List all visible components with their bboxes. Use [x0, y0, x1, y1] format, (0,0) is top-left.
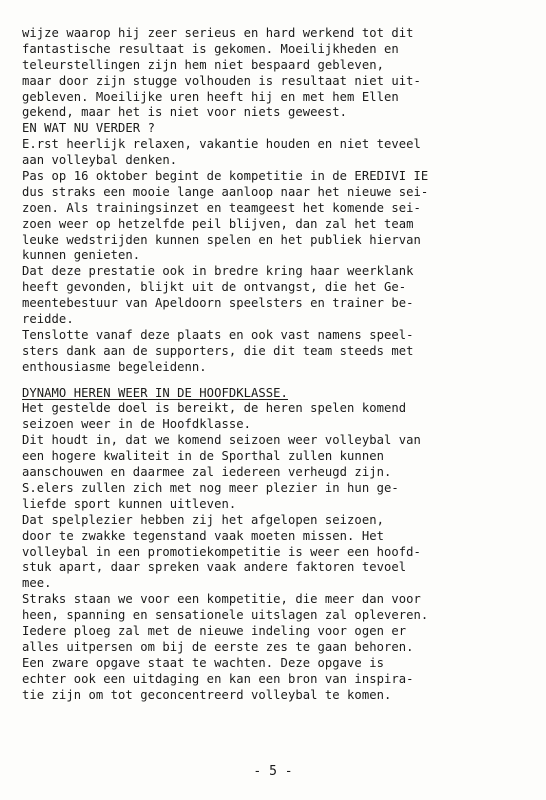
text-line: liefde sport kunnen uitleven.	[22, 496, 237, 511]
text-line: heen, spanning en sensationele uitslagen zal opleveren.	[22, 608, 429, 623]
section-heading: DYNAMO HEREN WEER IN DE HOOFDKLASSE.	[22, 385, 288, 400]
text-line: door te zwakke tegenstand vaak moeten missen. Het	[22, 528, 384, 543]
subheading-line: EN WAT NU VERDER ?	[22, 121, 155, 136]
document-body	[22, 26, 537, 703]
text-line: Dat deze prestatie ook in bredre kring haar weerklank	[22, 264, 414, 279]
paragraph-gap	[22, 376, 537, 386]
text-line: aanschouwen en daarmee zal iedereen verheugd zijn.	[22, 465, 392, 480]
text-line: tie zijn om tot geconcentreerd volleybal te komen.	[22, 687, 392, 702]
text-line: aan volleybal denken.	[22, 153, 178, 168]
text-line: seizoen weer in de Hoofdklasse.	[22, 417, 252, 432]
text-line: Dat spelplezier hebben zij het afgelopen seizoen,	[22, 512, 384, 527]
text-line: dus straks een mooie lange aanloop naar het nieuwe sei-	[22, 184, 429, 199]
text-line: volleybal in een promotiekompetitie is weer een hoofd-	[22, 544, 421, 559]
text-line: meentebestuur van Apeldoorn speelsters en trainer be-	[22, 296, 414, 311]
text-line: Iedere ploeg zal met de nieuwe indeling voor ogen er	[22, 623, 407, 638]
text-line: mee.	[22, 576, 52, 591]
text-line: Een zware opgave staat te wachten. Deze opgave is	[22, 655, 384, 670]
text-line: kunnen genieten.	[22, 248, 141, 263]
text-line: zoen. Als trainingsinzet en teamgeest het komende sei-	[22, 200, 421, 215]
text-line: heeft gevonden, blijkt uit de ontvangst, die het Ge-	[22, 280, 407, 295]
text-line: Het gestelde doel is bereikt, de heren spelen komend	[22, 401, 407, 416]
text-line: wijze waarop hij zeer serieus en hard werkend tot dit	[22, 26, 414, 40]
text-line: reidde.	[22, 312, 74, 327]
text-line: gebleven. Moeilijke uren heeft hij en met hem Ellen	[22, 89, 399, 104]
text-line: zoen weer op hetzelfde peil blijven, dan zal het team	[22, 216, 414, 231]
text-line: echter ook een uitdaging en kan een bron van inspira-	[22, 671, 414, 686]
text-line: sters dank aan de supporters, die dit team steeds met	[22, 343, 414, 358]
page-number: - 5 -	[253, 764, 293, 779]
text-line: Tenslotte vanaf deze plaats en ook vast namens speel-	[22, 327, 414, 342]
text-line: stuk apart, daar spreken vaak andere faktoren tevoel	[22, 560, 407, 575]
text-line: fantastische resultaat is gekomen. Moeilijkheden en	[22, 41, 399, 56]
text-line: gekend, maar het is niet voor niets geweest.	[22, 105, 348, 120]
text-line: maar door zijn stugge volhouden is resultaat niet uit-	[22, 73, 421, 88]
text-line: Straks staan we voor een kompetitie, die meer dan voor	[22, 592, 421, 607]
text-line: teleurstellingen zijn hem niet bespaard gebleven,	[22, 57, 384, 72]
text-line: leuke wedstrijden kunnen spelen en het publiek hiervan	[22, 232, 421, 247]
text-line: Pas op 16 oktober begint de kompetitie in de EREDIVI IE	[22, 169, 429, 184]
text-line: een hogere kwaliteit in de Sporthal zullen kunnen	[22, 449, 384, 464]
text-line: Dit houdt in, dat we komend seizoen weer volleybal van	[22, 433, 421, 448]
text-line: enthousiasme begeleidenn.	[22, 359, 207, 374]
text-line: E.rst heerlijk relaxen, vakantie houden en niet teveel	[22, 137, 421, 152]
text-line: S.elers zullen zich met nog meer plezier in hun ge-	[22, 480, 399, 495]
text-line: alles uitpersen om bij de eerste zes te gaan behoren.	[22, 639, 414, 654]
